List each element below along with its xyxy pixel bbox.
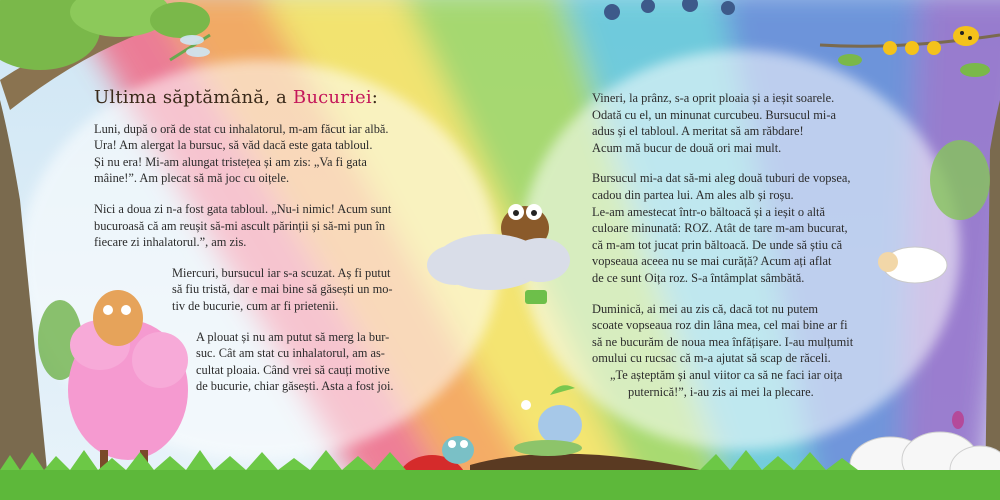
page-title xyxy=(94,87,434,108)
text-line: omului cu rucsac că m-a ajutat să scap de răceli. xyxy=(592,351,831,366)
text-line: puternică!”, i-au zis ai mei la plecare. xyxy=(628,384,814,399)
text-line: Acum mă bucur de două ori mai mult. xyxy=(592,140,782,155)
paragraph-saturday xyxy=(592,170,892,286)
text-line: fiecare zi inhalatorul.”, am zis. xyxy=(94,235,247,250)
paragraph-wednesday xyxy=(94,265,434,315)
text-line: Duminică, ai mei au zis că, dacă tot nu putem xyxy=(592,301,819,316)
text-line: să ne bucurăm de noua mea înfățișare. I-au mulțumit xyxy=(592,334,854,349)
text-line: cultat ploaia. Când vrei să cauți motive xyxy=(196,362,390,377)
text-line: culoare minunată: ROZ. Atât de tare m-am bucurat, xyxy=(592,221,848,236)
text-line: vopseaua aceea nu se mai curăță? Acum ați aflat xyxy=(592,254,832,269)
paragraph-tuesday xyxy=(94,201,434,251)
title-accent: Bucuriei xyxy=(292,87,372,108)
paragraph-monday xyxy=(94,121,434,187)
text-line: Și nu era! Mi-am alungat tristețea și am zis: „Va fi gata xyxy=(94,154,367,169)
title-prefix: Ultima săptămână, a xyxy=(94,87,293,108)
text-line: tiv de bucurie, cum ar fi prietenii. xyxy=(172,298,339,313)
text-line: Miercuri, bursucul iar s-a scuzat. Aș fi putut xyxy=(172,265,391,280)
text-line: Nici a doua zi n-a fost gata tabloul. „Nu-i nimic! Acum sunt xyxy=(94,201,392,216)
text-line: Odată cu el, un minunat curcubeu. Bursucul mi-a xyxy=(592,107,836,122)
text-line: bucuroasă că am reușit să-mi ascult părinții și să-mi pun în xyxy=(94,218,386,233)
text-line: Vineri, la prânz, s-a oprit ploaia și a ieșit soarele. xyxy=(592,91,835,105)
left-page-text xyxy=(94,87,434,395)
paragraph-sunday xyxy=(592,301,892,367)
text-line: că m-am tot jucat prin băltoacă. De unde să știu că xyxy=(592,237,843,252)
text-line: de ce sunt Oița roz. S-a întâmplat sâmbătă. xyxy=(592,270,805,285)
text-line: scoate vopseaua roz din lâna mea, cel mai bine ar fi xyxy=(592,318,848,333)
text-line: mâine!”. Am plecat să mă joc cu oițele. xyxy=(94,171,290,186)
text-line: „Te așteptăm și anul viitor ca să ne faci iar oița xyxy=(610,367,843,382)
text-line: A plouat și nu am putut să merg la bur- xyxy=(196,329,390,344)
text-line: de bucurie, chiar găsești. Asta a fost joi. xyxy=(196,379,394,394)
text-line: să fiu tristă, dar e mai bine să găsești un mo- xyxy=(172,282,393,297)
text-line: cadou din partea lui. Am ales alb și roșu. xyxy=(592,187,794,202)
text-line: Ura! Am alergat la bursuc, să văd dacă este gata tabloul. xyxy=(94,138,373,153)
text-line: Bursucul mi-a dat să-mi aleg două tuburi de vopsea, xyxy=(592,171,851,186)
text-line: Le-am amestecat într-o băltoacă și a ieșit o altă xyxy=(592,204,826,219)
right-page-text xyxy=(592,90,892,400)
text-line: suc. Cât am stat cu inhalatorul, am as- xyxy=(196,346,385,361)
text-line: Luni, după o oră de stat cu inhalatorul, m-am făcut iar albă. xyxy=(94,121,389,136)
text-line: adus și el tabloul. A meritat să am răbdare! xyxy=(592,124,804,139)
paragraph-friday xyxy=(592,90,892,156)
title-suffix: : xyxy=(371,87,379,108)
paragraph-farewell xyxy=(592,367,892,400)
paragraph-thursday xyxy=(94,329,434,395)
